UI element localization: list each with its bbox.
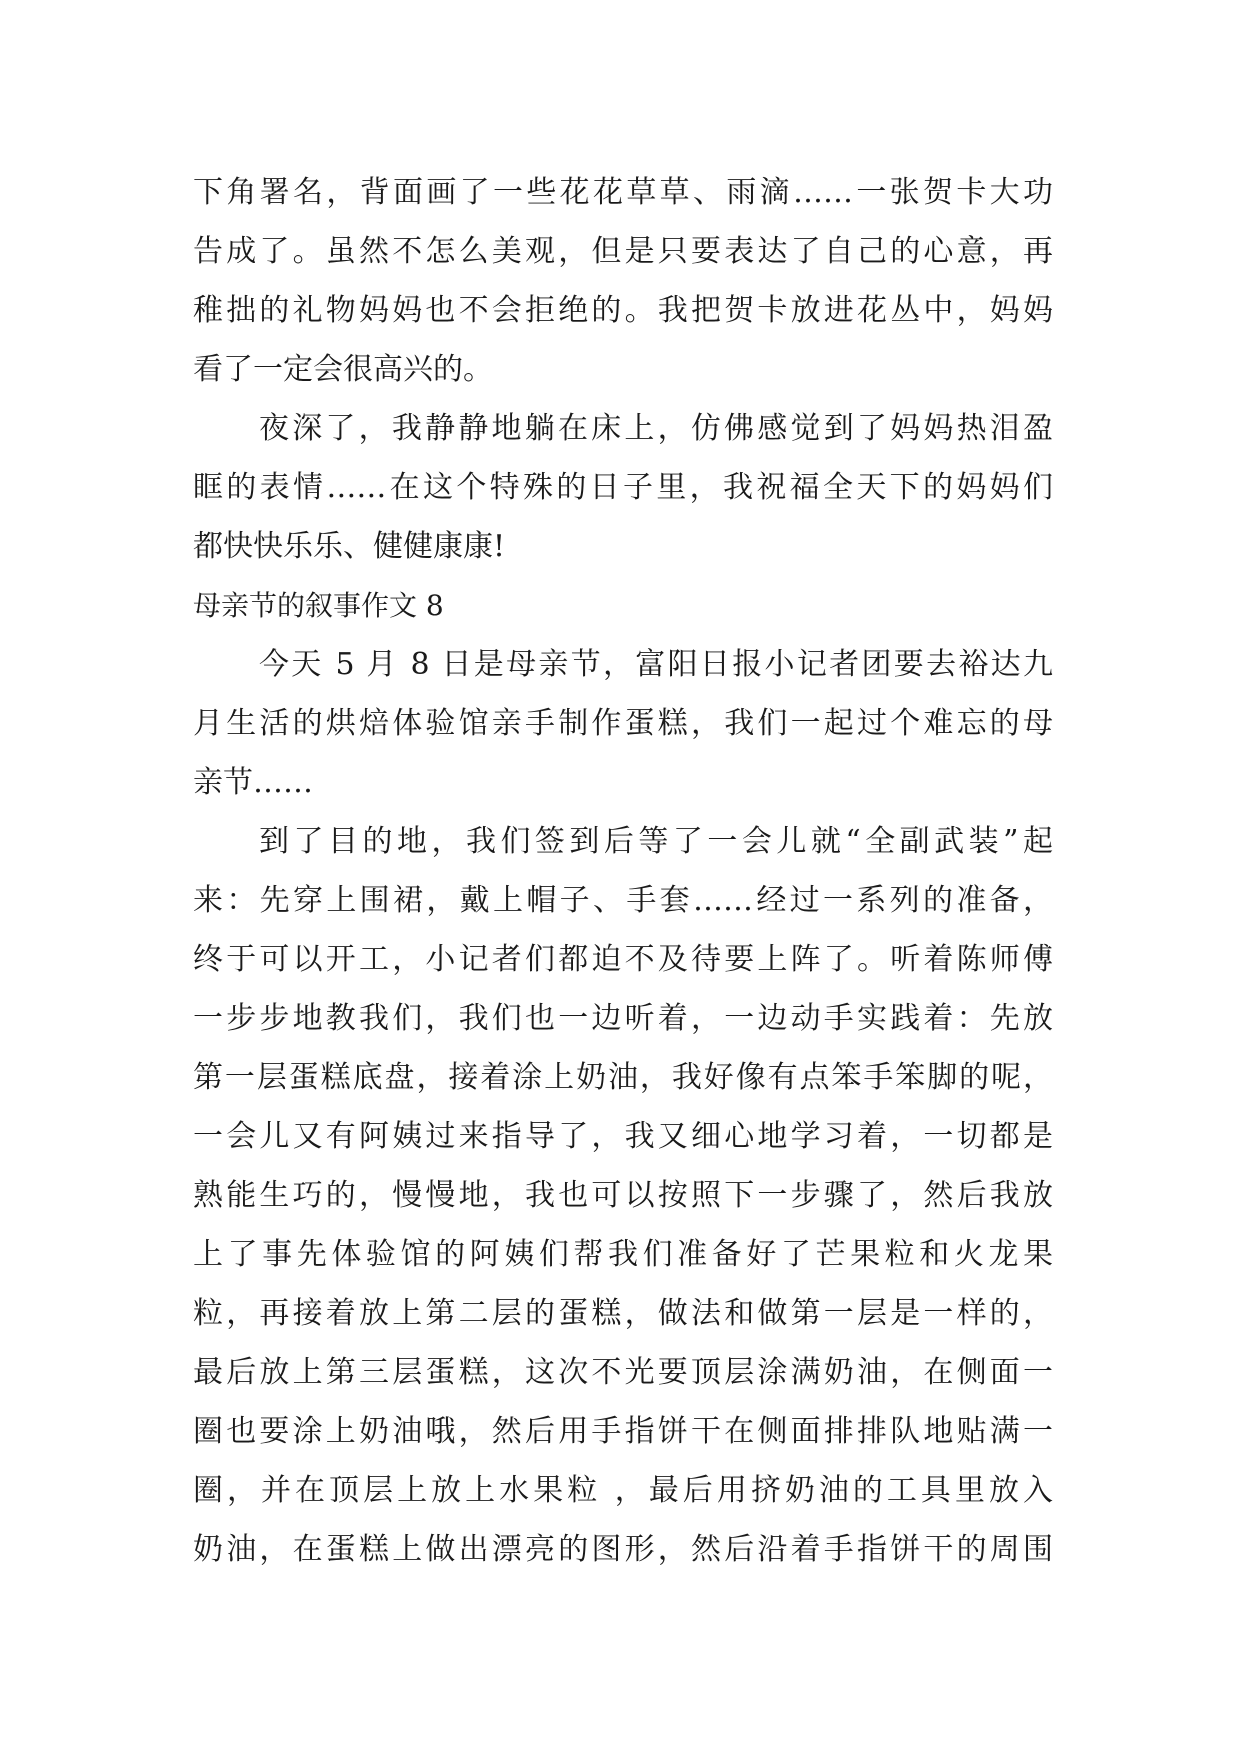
text-line: 圈，并在顶层上放上水果粒 ，最后用挤奶油的工具里放入	[193, 1473, 1053, 1508]
section-heading: 母亲节的叙事作文 8	[193, 589, 444, 622]
text-line: 亲节……	[193, 765, 313, 800]
text-line: 月生活的烘焙体验馆亲手制作蛋糕，我们一起过个难忘的母	[193, 706, 1053, 741]
text-line: 圈也要涂上奶油哦，然后用手指饼干在侧面排排队地贴满一	[193, 1414, 1053, 1449]
text-line: 最后放上第三层蛋糕，这次不光要顶层涂满奶油，在侧面一	[193, 1355, 1053, 1390]
document-page	[193, 163, 1053, 1579]
text-line: 一会儿又有阿姨过来指导了，我又细心地学习着，一切都是	[193, 1119, 1053, 1154]
text-line: 一步步地教我们，我们也一边听着，一边动手实践着：先放	[193, 1001, 1053, 1036]
text-line: 第一层蛋糕底盘，接着涂上奶油，我好像有点笨手笨脚的呢，	[193, 1060, 1053, 1095]
text-line: 都快快乐乐、健健康康!	[193, 529, 506, 564]
paragraph	[193, 812, 1053, 1579]
text-line: 看了一定会很高兴的。	[193, 352, 493, 387]
text-line: 今天 5 月 8 日是母亲节，富阳日报小记者团要去裕达九	[259, 647, 1053, 682]
text-line: 夜深了，我静静地躺在床上，仿佛感觉到了妈妈热泪盈	[259, 411, 1053, 446]
text-line: 粒，再接着放上第二层的蛋糕，做法和做第一层是一样的，	[193, 1296, 1053, 1331]
text-line: 告成了。虽然不怎么美观，但是只要表达了自己的心意，再	[193, 234, 1053, 269]
paragraph	[193, 163, 1053, 399]
text-line: 到了目的地，我们签到后等了一会儿就“全副武装”起	[259, 824, 1053, 859]
text-line: 稚拙的礼物妈妈也不会拒绝的。我把贺卡放进花丛中，妈妈	[193, 293, 1053, 328]
text-line: 眶的表情……在这个特殊的日子里，我祝福全天下的妈妈们	[193, 470, 1053, 505]
text-line: 熟能生巧的，慢慢地，我也可以按照下一步骤了，然后我放	[193, 1178, 1053, 1213]
text-line: 终于可以开工，小记者们都迫不及待要上阵了。听着陈师傅	[193, 942, 1053, 977]
paragraph	[193, 635, 1053, 812]
paragraph	[193, 399, 1053, 576]
text-line: 下角署名，背面画了一些花花草草、雨滴……一张贺卡大功	[193, 175, 1053, 210]
text-line: 奶油，在蛋糕上做出漂亮的图形，然后沿着手指饼干的周围	[193, 1532, 1053, 1567]
text-line: 来：先穿上围裙，戴上帽子、手套……经过一系列的准备，	[193, 883, 1053, 918]
text-line: 上了事先体验馆的阿姨们帮我们准备好了芒果粒和火龙果	[193, 1237, 1053, 1272]
